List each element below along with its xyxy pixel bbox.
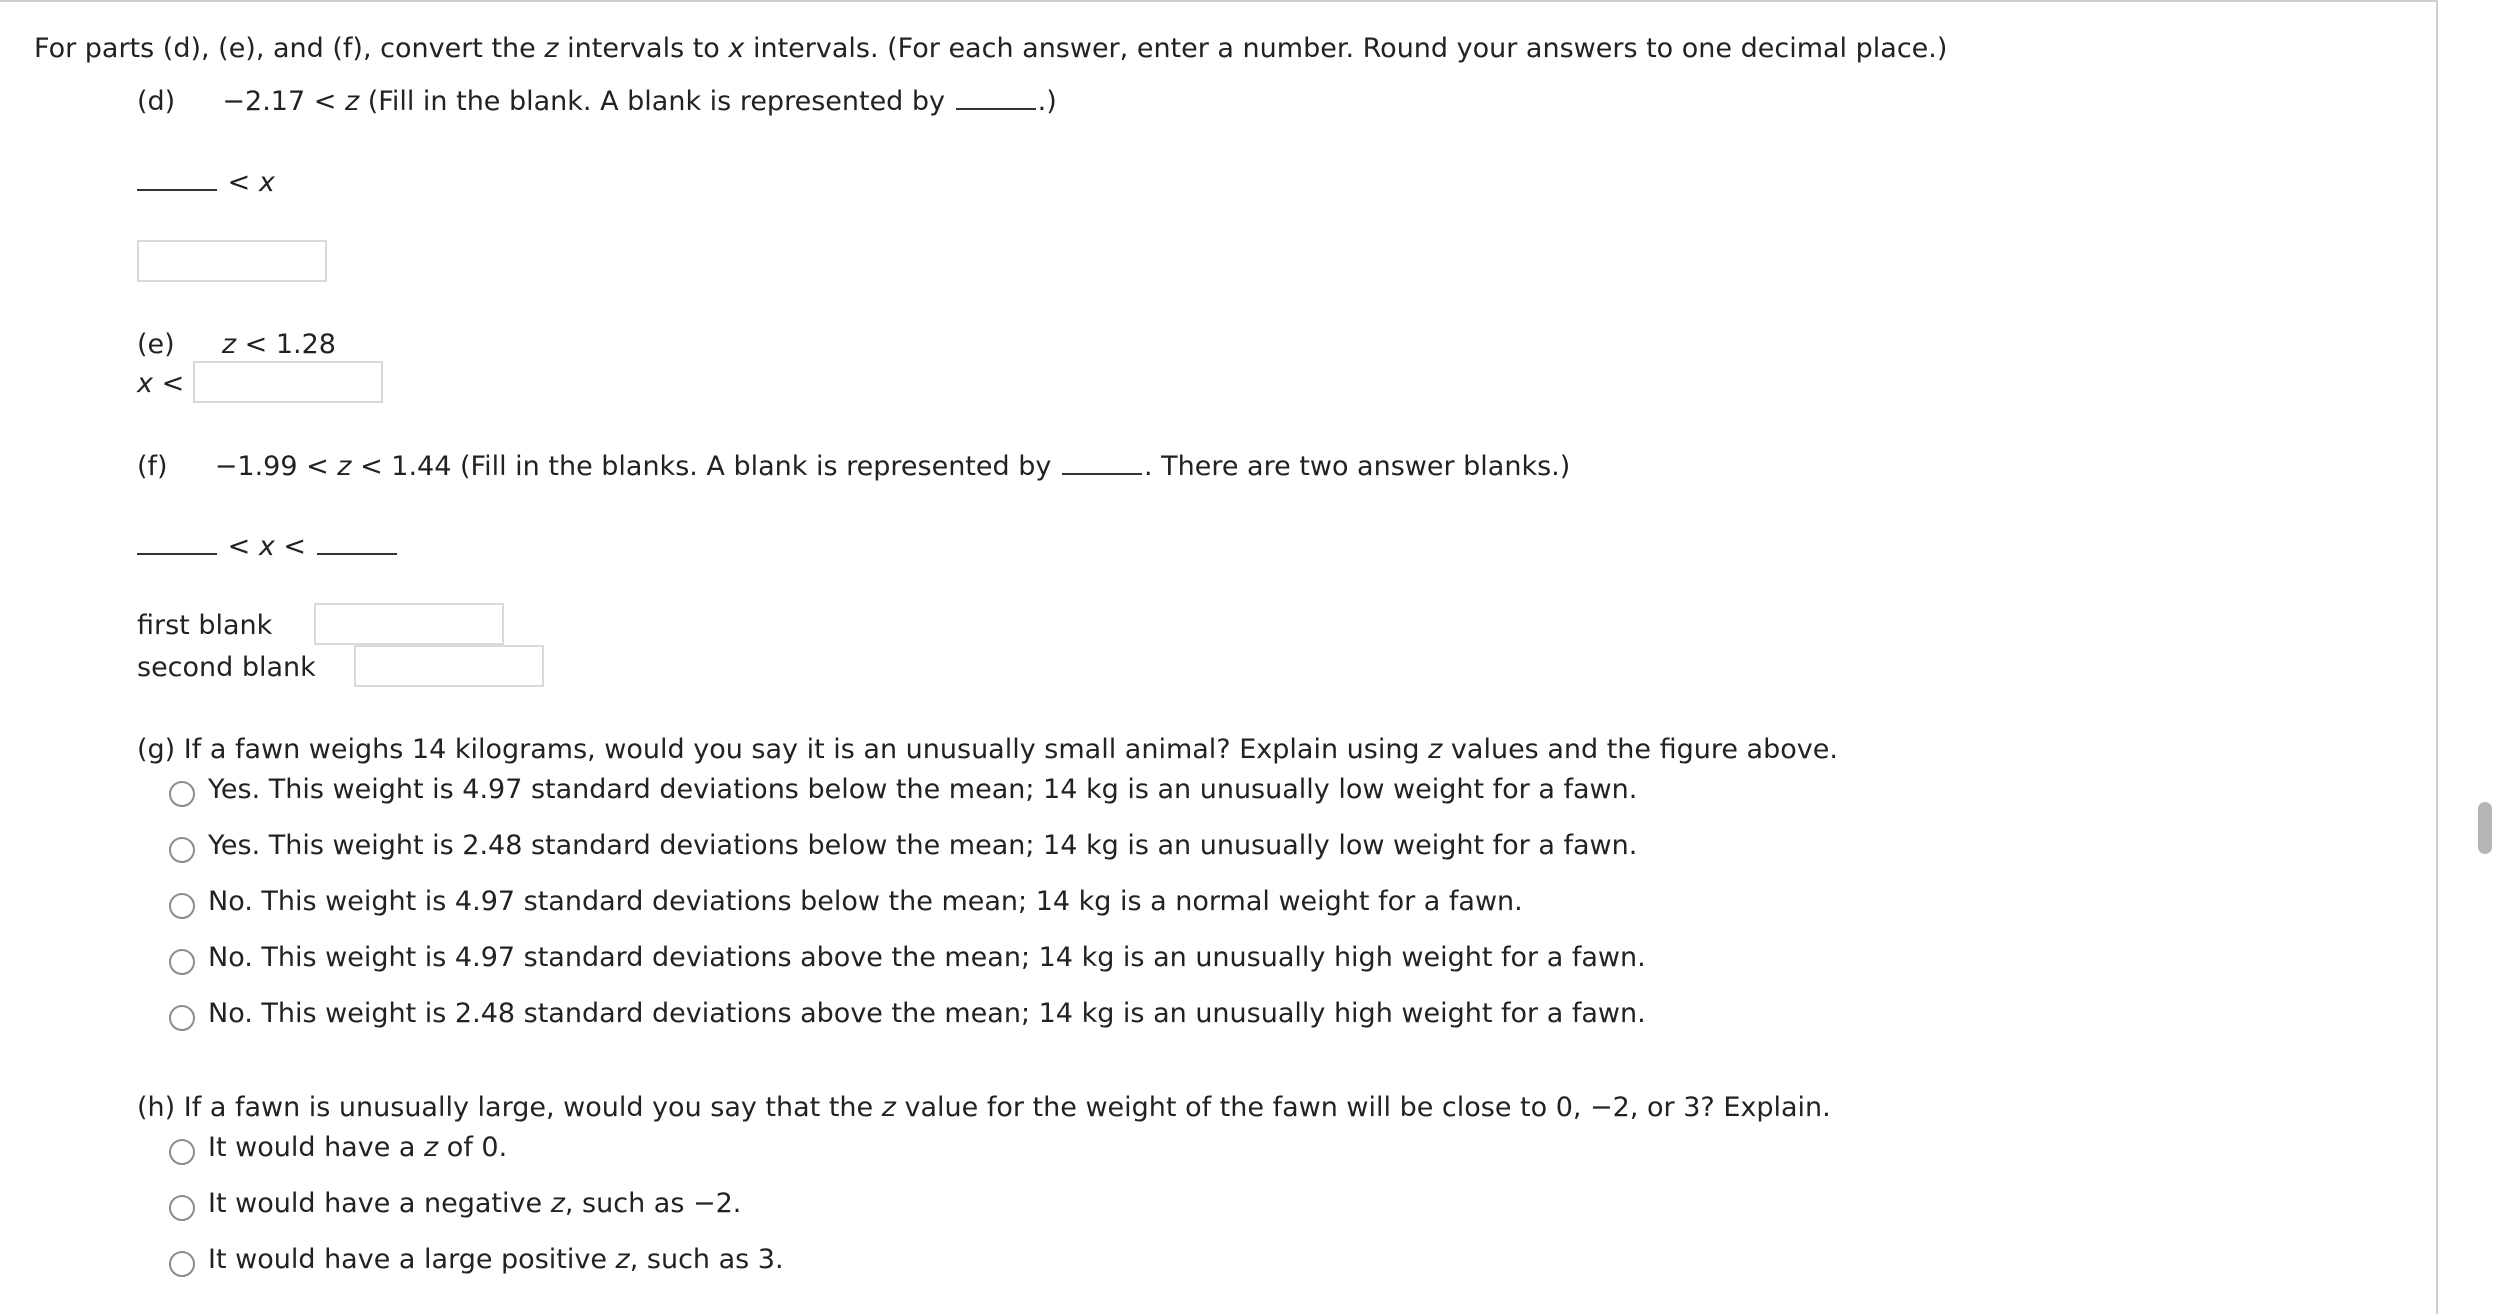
blank-marker bbox=[1062, 473, 1142, 475]
part-e-prefix: x < bbox=[137, 368, 185, 399]
part-h-question: (h) If a fawn is unusually large, would you say that the z value for the weight of the fawn will be close to 0, −2, or 3? Explain. bbox=[137, 1092, 1831, 1123]
part-g-option-radio-4[interactable] bbox=[169, 949, 195, 975]
instructions-text: For parts (d), (e), and (f), convert the z intervals to x intervals. (For each answer, enter a number. Round your answers to one decimal place.) bbox=[34, 33, 1948, 64]
first-blank-input[interactable] bbox=[314, 603, 504, 645]
part-d-note: (Fill in the blank. A blank is represented by bbox=[367, 86, 946, 117]
part-d-template bbox=[137, 166, 275, 200]
part-d-label: (d) bbox=[137, 86, 176, 117]
part-h-option-label-1[interactable]: It would have a z of 0. bbox=[208, 1132, 508, 1163]
part-h-option-label-2[interactable]: It would have a negative z, such as −2. bbox=[208, 1188, 742, 1219]
part-h-option-label-3[interactable]: It would have a large positive z, such as 3. bbox=[208, 1244, 784, 1275]
part-f-label: (f) bbox=[137, 451, 168, 482]
part-g-option-label-4[interactable]: No. This weight is 4.97 standard deviations above the mean; 14 kg is an unusually high weight for a fawn. bbox=[208, 942, 1646, 973]
part-f-template-text: < x < bbox=[227, 531, 307, 562]
part-g-option-radio-5[interactable] bbox=[169, 1005, 195, 1031]
first-blank-label: first blank bbox=[137, 610, 273, 641]
scrollbar-track[interactable] bbox=[2438, 0, 2500, 1314]
blank-marker bbox=[137, 553, 217, 555]
blank-marker bbox=[956, 108, 1036, 110]
part-g-option-label-5[interactable]: No. This weight is 2.48 standard deviations above the mean; 14 kg is an unusually high weight for a fawn. bbox=[208, 998, 1646, 1029]
top-divider bbox=[0, 0, 2436, 2]
scrollbar-thumb[interactable] bbox=[2478, 802, 2492, 854]
part-g-option-label-3[interactable]: No. This weight is 4.97 standard deviations below the mean; 14 kg is a normal weight for a fawn. bbox=[208, 886, 1523, 917]
part-f-header bbox=[137, 450, 1570, 484]
part-h-option-radio-3[interactable] bbox=[169, 1251, 195, 1277]
part-g-question: (g) If a fawn weighs 14 kilograms, would you say it is an unusually small animal? Explain using z values and the figure above. bbox=[137, 734, 1838, 765]
part-h-option-radio-1[interactable] bbox=[169, 1139, 195, 1165]
part-d-note-end: .) bbox=[1037, 86, 1057, 117]
part-g-option-radio-1[interactable] bbox=[169, 781, 195, 807]
blank-marker bbox=[317, 553, 397, 555]
part-d-header bbox=[137, 85, 1057, 119]
part-e-interval: z < 1.28 bbox=[221, 329, 336, 360]
part-e-answer-input[interactable] bbox=[193, 361, 383, 403]
second-blank-input[interactable] bbox=[354, 645, 544, 687]
part-g-option-radio-2[interactable] bbox=[169, 837, 195, 863]
blank-marker bbox=[137, 189, 217, 191]
part-f-note: (Fill in the blanks. A blank is represented by bbox=[459, 451, 1052, 482]
second-blank-label: second blank bbox=[137, 652, 316, 683]
part-f-interval: −1.99 < z < 1.44 bbox=[214, 451, 452, 482]
part-g-option-label-2[interactable]: Yes. This weight is 2.48 standard deviations below the mean; 14 kg is an unusually low weight for a fawn. bbox=[208, 830, 1638, 861]
part-e-label: (e) bbox=[137, 329, 175, 360]
part-f-note-end: . There are two answer blanks.) bbox=[1143, 451, 1571, 482]
part-f-template bbox=[137, 530, 399, 564]
part-d-answer-input[interactable] bbox=[137, 240, 327, 282]
part-g-option-radio-3[interactable] bbox=[169, 893, 195, 919]
part-e-header bbox=[137, 328, 336, 362]
part-g-option-label-1[interactable]: Yes. This weight is 4.97 standard deviations below the mean; 14 kg is an unusually low weight for a fawn. bbox=[208, 774, 1638, 805]
part-h-option-radio-2[interactable] bbox=[169, 1195, 195, 1221]
part-d-interval: −2.17 < z bbox=[222, 86, 360, 117]
part-d-template-text: < x bbox=[227, 167, 275, 198]
